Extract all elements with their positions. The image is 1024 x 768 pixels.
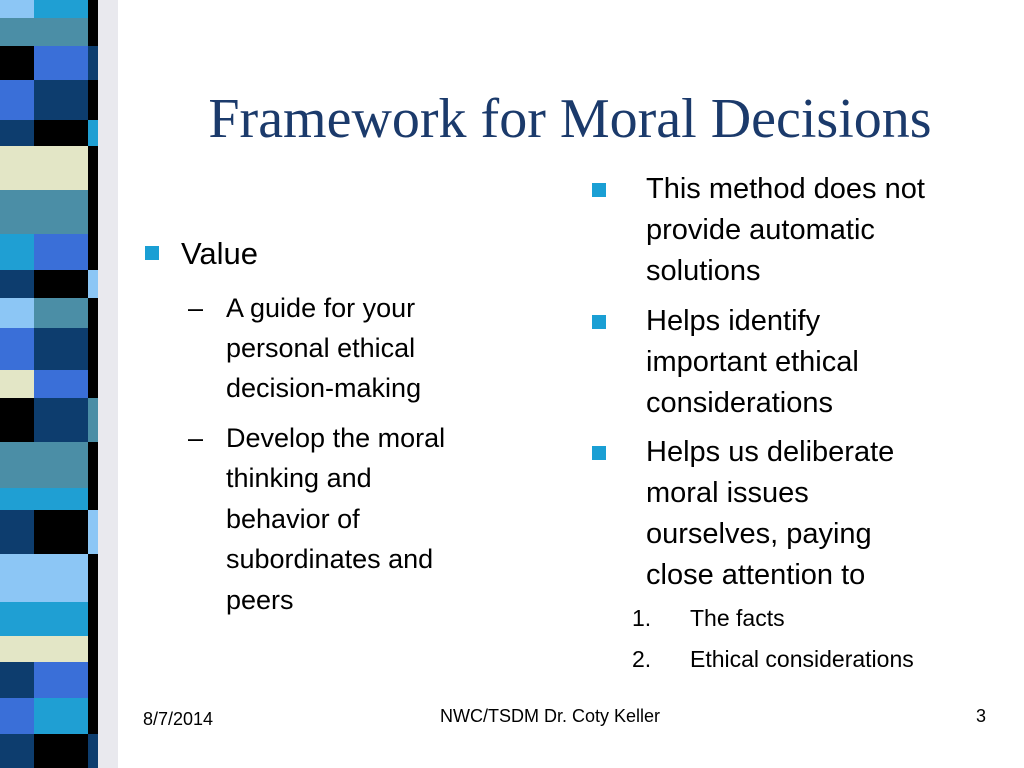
stripe-tile [88,734,98,768]
subitem-line: Develop the moral [226,423,446,453]
stripe-tile [0,146,34,190]
stripe-tile [0,734,34,768]
stripe-tile [88,146,98,190]
stripe-tile [88,554,98,602]
stripe-tile [34,510,88,554]
stripe-tile [34,734,88,768]
stripe-tile [34,0,88,18]
stripe-tile [88,442,98,488]
stripe-tile [0,328,34,370]
stripe-tile [34,120,88,146]
bullet-line: This method does not [646,173,925,205]
stripe-tile [88,488,98,510]
square-bullet-icon [145,246,159,260]
numbered-item: The facts [690,605,785,631]
dash-icon: – [188,423,204,453]
bullet-value: Value [181,236,258,271]
stripe-tile [34,190,88,234]
stripe-tile [0,120,34,146]
stripe-tile [34,234,88,270]
stripe-tile [34,554,88,602]
bullet-line: moral issues [646,477,809,509]
slide-title: Framework for Moral Decisions [208,88,932,150]
bullet-line: provide automatic [646,214,875,246]
list-number: 2. [632,646,652,672]
decorative-stripe [0,0,118,768]
stripe-tile [88,636,98,662]
stripe-tile [34,636,88,662]
stripe-tile [88,698,98,734]
bullet-line: solutions [646,255,761,287]
stripe-tile [88,662,98,698]
stripe-tile [88,298,98,328]
subitem-line: decision-making [226,373,422,403]
stripe-tile [34,398,88,442]
stripe-tile [88,120,98,146]
stripe-tile [34,602,88,636]
stripe-tile [34,298,88,328]
stripe-tile [0,190,34,234]
stripe-tile [34,46,88,80]
stripe-tile [34,488,88,510]
stripe-tile [0,46,34,80]
bullet-line: Helps identify [646,305,821,337]
stripe-tile [0,234,34,270]
square-bullet-icon [592,315,606,329]
numbered-item: Ethical considerations [690,646,914,672]
stripe-tile [0,698,34,734]
bullet-line: ourselves, paying [646,518,872,550]
subitem-line: peers [226,585,294,615]
stripe-tile [0,602,34,636]
stripe-tile [88,0,98,18]
subitem-line: behavior of [226,504,360,534]
stripe-tile [34,698,88,734]
footer-author: NWC/TSDM Dr. Coty Keller [440,706,661,726]
stripe-tile [88,602,98,636]
stripe-tile [88,234,98,270]
stripe-tile [0,270,34,298]
stripe-tile [88,80,98,120]
footer-date: 8/7/2014 [143,709,214,729]
stripe-tile [34,270,88,298]
bullet-line: Helps us deliberate [646,436,895,468]
stripe-tile [0,442,34,488]
stripe-tile [0,370,34,398]
stripe-tile [88,190,98,234]
stripe-tile [0,554,34,602]
stripe-tile [88,510,98,554]
footer-page-number: 3 [976,706,987,726]
stripe-tile [0,80,34,120]
stripe-tile [0,488,34,510]
stripe-tile [34,328,88,370]
stripe-tile [0,298,34,328]
dash-icon: – [188,293,204,323]
stripe-tile [0,662,34,698]
bullet-line: close attention to [646,559,866,591]
stripe-tile [0,0,34,18]
stripe-tile [34,442,88,488]
stripe-tile [34,146,88,190]
subitem-line: subordinates and [226,544,434,574]
stripe-tile [88,46,98,80]
subitem-line: personal ethical [226,333,416,363]
stripe-tile [34,80,88,120]
stripe-tile [34,662,88,698]
stripe-tile [0,636,34,662]
subitem-line: A guide for your [226,293,416,323]
subitem-line: thinking and [226,463,372,493]
bullet-line: considerations [646,387,833,419]
stripe-tile [0,18,34,46]
list-number: 1. [632,605,652,631]
stripe-tile [0,398,34,442]
stripe-tile [88,370,98,398]
square-bullet-icon [592,183,606,197]
bullet-line: important ethical [646,346,859,378]
stripe-tile [88,270,98,298]
square-bullet-icon [592,446,606,460]
stripe-tile [34,18,88,46]
stripe-tile [34,370,88,398]
stripe-tile [0,510,34,554]
stripe-tile [88,18,98,46]
stripe-tile [88,398,98,442]
stripe-tile [88,328,98,370]
